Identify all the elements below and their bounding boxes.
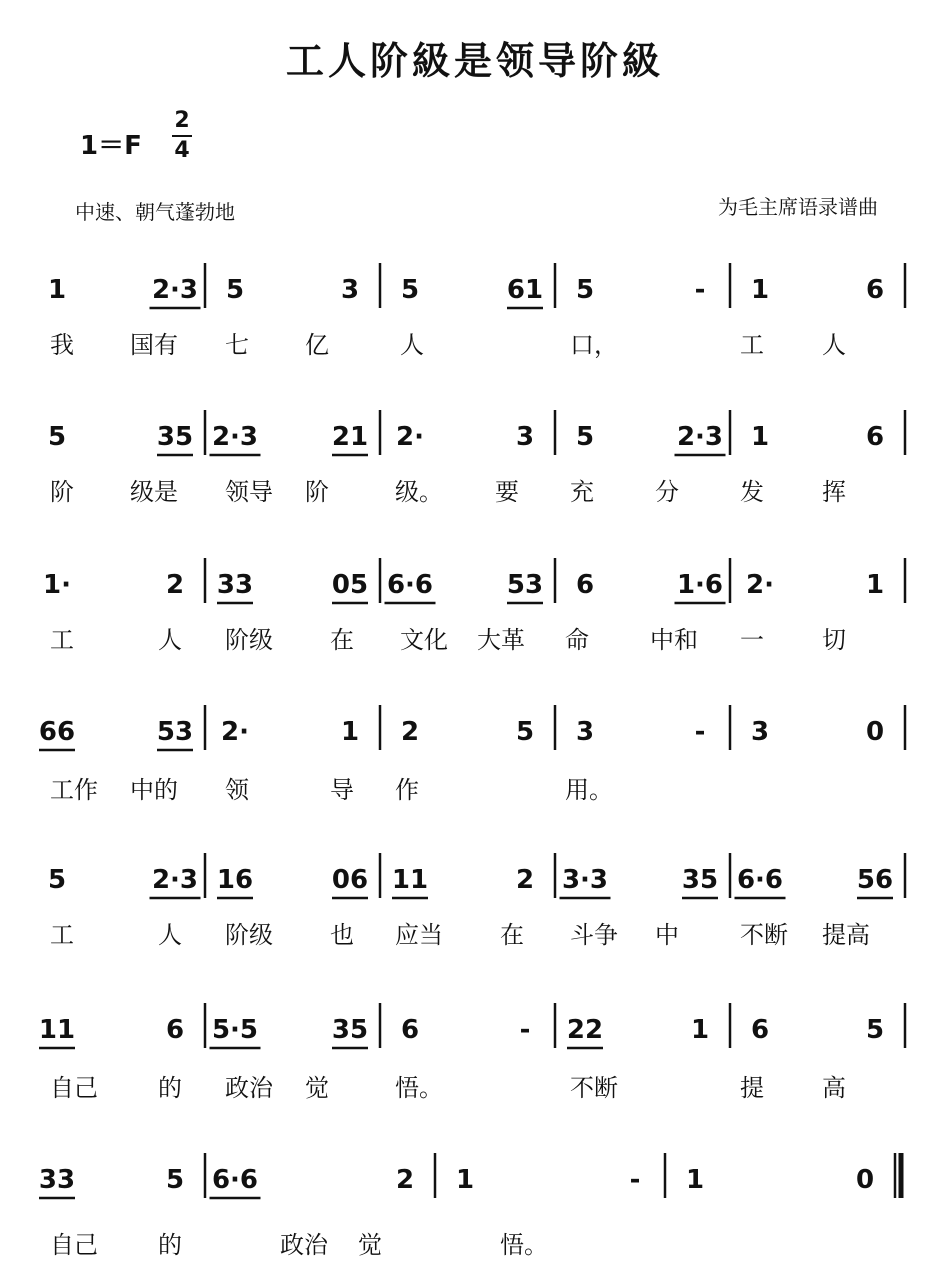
lyric-syllable: 中的 (130, 776, 178, 804)
notation-system (0, 258, 950, 378)
time-signature-numerator: 2 (174, 108, 190, 133)
note-token: 5 (400, 275, 420, 305)
notation-system (0, 553, 950, 673)
lyric-line (0, 472, 950, 506)
note-token: 2 (395, 1165, 415, 1195)
note-token: 6 (865, 275, 885, 305)
time-signature-divider (172, 135, 192, 137)
lyric-syllable: 切 (822, 626, 846, 654)
note-token: 3 (340, 275, 360, 305)
lyric-syllable: 命 (565, 626, 589, 654)
note-token: 6·6 (211, 1165, 259, 1195)
note-token: - (694, 717, 706, 747)
note-token: 1· (43, 570, 71, 600)
note-token: - (629, 1165, 641, 1195)
lyric-line (0, 1068, 950, 1102)
note-token: 2· (746, 570, 774, 600)
note-token: 6 (750, 1015, 770, 1045)
lyric-syllable: 提高 (822, 921, 870, 949)
lyric-syllable: 级。 (395, 478, 443, 506)
lyric-line (0, 620, 950, 654)
note-token: 0 (855, 1165, 875, 1195)
lyric-syllable: 阶 (305, 478, 329, 506)
note-token: 2·3 (151, 865, 199, 895)
note-token: 6 (400, 1015, 420, 1045)
lyric-syllable: 口， (570, 331, 618, 359)
composer-credit: 为毛主席语录谱曲 (718, 195, 878, 219)
time-signature-denominator: 4 (174, 138, 190, 163)
note-token: 5 (515, 717, 535, 747)
notation-system (0, 405, 950, 525)
note-token: 35 (331, 1015, 369, 1045)
note-token: 6 (165, 1015, 185, 1045)
lyric-syllable: 不断 (570, 1074, 618, 1102)
lyric-syllable: 七 (225, 331, 249, 359)
note-token: 6 (575, 570, 595, 600)
note-token: 5·5 (211, 1015, 259, 1045)
note-token: 5 (865, 1015, 885, 1045)
lyric-syllable: 的 (158, 1231, 182, 1259)
note-token: 2 (400, 717, 420, 747)
note-token: 56 (856, 865, 894, 895)
lyric-syllable: 高 (822, 1074, 846, 1102)
lyric-syllable: 人 (400, 331, 424, 359)
lyric-syllable: 提 (740, 1074, 764, 1102)
note-token: 6·6 (736, 865, 784, 895)
lyric-line (0, 325, 950, 359)
key-signature: 1＝F (80, 131, 142, 161)
lyric-syllable: 觉 (358, 1231, 382, 1259)
note-token: 2· (396, 422, 424, 452)
lyric-syllable: 充 (570, 478, 594, 506)
lyric-syllable: 觉 (305, 1074, 329, 1102)
lyric-syllable: 的 (158, 1074, 182, 1102)
lyric-syllable: 在 (500, 921, 524, 949)
note-token: 2 (515, 865, 535, 895)
note-token: 22 (566, 1015, 604, 1045)
note-token: 2· (221, 717, 249, 747)
lyric-syllable: 亿 (305, 331, 329, 359)
lyric-syllable: 应当 (395, 921, 443, 949)
note-token: 53 (506, 570, 544, 600)
note-token: 2·3 (151, 275, 199, 305)
lyric-syllable: 阶 (50, 478, 74, 506)
note-token: 3 (575, 717, 595, 747)
note-token: 5 (225, 275, 245, 305)
note-token: 05 (331, 570, 369, 600)
note-token: 33 (38, 1165, 76, 1195)
lyric-syllable: 发 (740, 478, 764, 506)
lyric-line (0, 1225, 950, 1259)
note-token: 33 (216, 570, 254, 600)
note-token: 66 (38, 717, 76, 747)
note-token: 5 (47, 865, 67, 895)
note-token: 6·6 (386, 570, 434, 600)
note-token: 3·3 (561, 865, 609, 895)
lyric-syllable: 用。 (565, 776, 613, 804)
lyric-syllable: 挥 (822, 478, 846, 506)
note-token: 1 (340, 717, 360, 747)
note-token: 5 (575, 422, 595, 452)
lyric-syllable: 工作 (50, 776, 98, 804)
note-token: 2 (165, 570, 185, 600)
note-token: 3 (515, 422, 535, 452)
lyric-syllable: 导 (330, 776, 354, 804)
note-token: 1 (865, 570, 885, 600)
note-token: 61 (506, 275, 544, 305)
lyric-syllable: 人 (158, 626, 182, 654)
lyric-syllable: 工 (50, 626, 74, 654)
lyric-syllable: 分 (655, 478, 679, 506)
lyric-syllable: 要 (495, 478, 519, 506)
note-token: 2·3 (211, 422, 259, 452)
note-token: 6 (865, 422, 885, 452)
lyric-syllable: 大革 (477, 626, 525, 654)
note-token: 21 (331, 422, 369, 452)
lyric-syllable: 在 (330, 626, 354, 654)
lyric-syllable: 不断 (740, 921, 788, 949)
note-token: 1 (750, 422, 770, 452)
song-title: 工人阶級是领导阶級 (285, 39, 664, 83)
lyric-syllable: 人 (822, 331, 846, 359)
notation-system (0, 998, 950, 1118)
lyric-syllable: 也 (330, 921, 354, 949)
lyric-syllable: 阶级 (225, 626, 273, 654)
lyric-syllable: 中 (655, 921, 679, 949)
note-token: 1 (690, 1015, 710, 1045)
lyric-syllable: 悟。 (395, 1074, 443, 1102)
lyric-syllable: 作 (395, 776, 419, 804)
lyric-syllable: 悟。 (500, 1231, 548, 1259)
lyric-syllable: 中和 (650, 626, 698, 654)
note-token: 35 (681, 865, 719, 895)
note-token: 2·3 (676, 422, 724, 452)
note-token: 5 (165, 1165, 185, 1195)
lyric-syllable: 级是 (130, 478, 178, 506)
note-token: 16 (216, 865, 254, 895)
note-token: 5 (575, 275, 595, 305)
lyric-line (0, 915, 950, 949)
lyric-syllable: 人 (158, 921, 182, 949)
lyric-syllable: 政治 (225, 1074, 273, 1102)
note-token: - (519, 1015, 531, 1045)
note-token: 1 (750, 275, 770, 305)
note-token: 1·6 (676, 570, 724, 600)
lyric-line (0, 770, 950, 804)
lyric-syllable: 国有 (130, 331, 178, 359)
tempo-marking: 中速、朝气蓬勃地 (75, 200, 235, 224)
note-token: 0 (865, 717, 885, 747)
lyric-syllable: 文化 (400, 626, 448, 654)
note-token: 5 (47, 422, 67, 452)
lyric-syllable: 自己 (50, 1074, 98, 1102)
lyric-syllable: 领导 (225, 478, 273, 506)
note-token: 1 (47, 275, 67, 305)
note-token: 3 (750, 717, 770, 747)
note-token: - (694, 275, 706, 305)
lyric-syllable: 工 (740, 331, 764, 359)
note-token: 06 (331, 865, 369, 895)
note-token: 1 (685, 1165, 705, 1195)
note-token: 53 (156, 717, 194, 747)
time-signature (172, 108, 192, 164)
note-token: 1 (455, 1165, 475, 1195)
note-token: 11 (38, 1015, 76, 1045)
lyric-syllable: 一 (740, 626, 764, 654)
lyric-syllable: 自己 (50, 1231, 98, 1259)
lyric-syllable: 我 (50, 331, 74, 359)
note-token: 11 (391, 865, 429, 895)
lyric-syllable: 斗争 (570, 921, 618, 949)
lyric-syllable: 政治 (280, 1231, 328, 1259)
lyric-syllable: 领 (225, 776, 249, 804)
lyric-syllable: 工 (50, 921, 74, 949)
note-token: 35 (156, 422, 194, 452)
lyric-syllable: 阶级 (225, 921, 273, 949)
notation-system (0, 848, 950, 968)
